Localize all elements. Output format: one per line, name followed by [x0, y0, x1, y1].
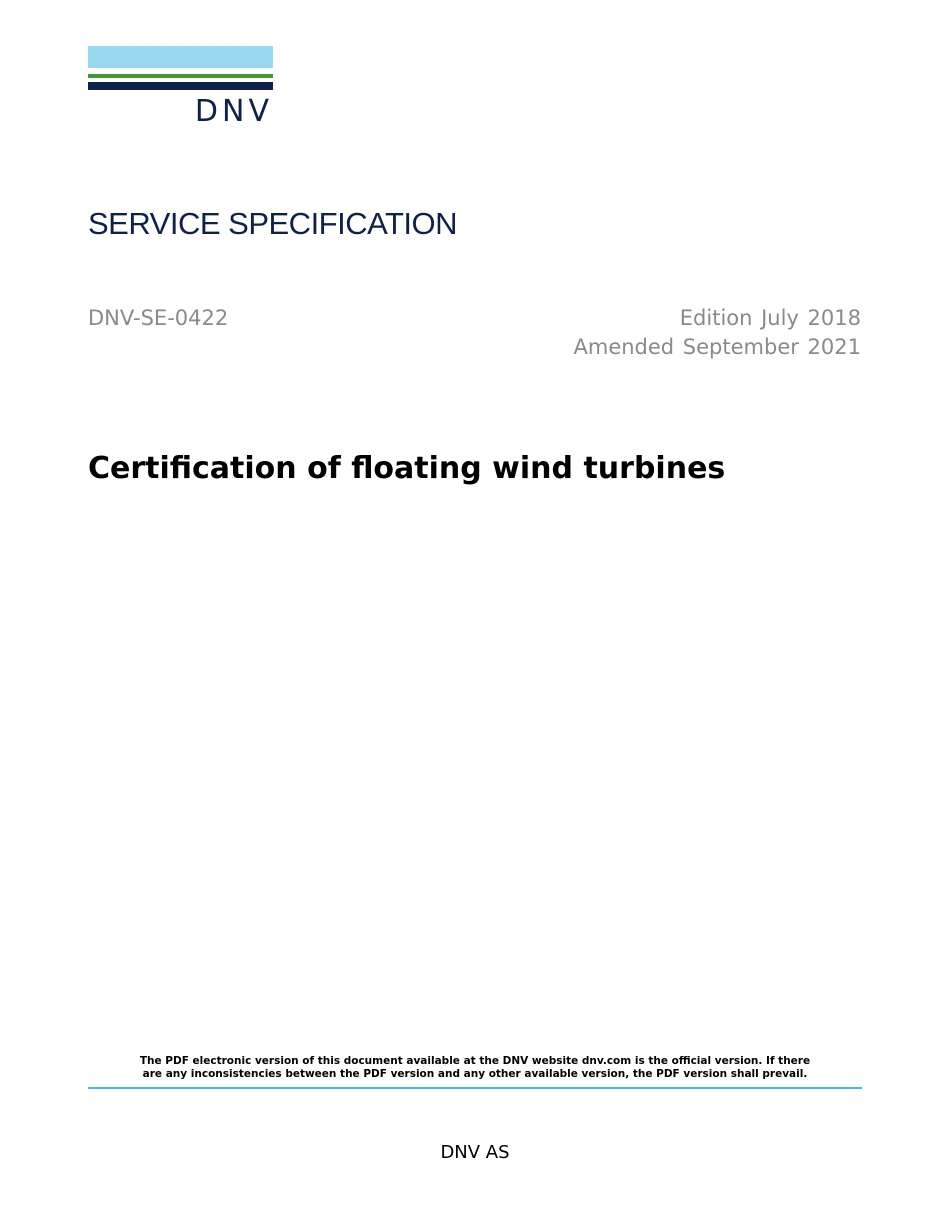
logo-navy-bar	[88, 82, 273, 90]
logo-green-bar	[88, 74, 273, 78]
logo-wordmark: DNV	[194, 94, 273, 129]
logo-light-blue-bar	[88, 46, 273, 68]
document-number: DNV-SE-0422	[88, 306, 229, 330]
amended-date: Amended September 2021	[573, 335, 861, 359]
pdf-disclaimer	[88, 1055, 862, 1081]
document-title: Certification of floating wind turbines	[88, 451, 726, 486]
publisher-name: DNV AS	[440, 1142, 510, 1163]
dnv-logo	[88, 46, 273, 128]
disclaimer-line-1: The PDF electronic version of this document available at the DNV website dnv.com is the official version. If there	[139, 1055, 811, 1067]
disclaimer-line-2: are any inconsistencies between the PDF version and any other available version, the PDF version shall prevail.	[142, 1068, 808, 1080]
edition-date: Edition July 2018	[679, 306, 861, 330]
footer-divider	[88, 1087, 862, 1089]
document-type: SERVICE SPECIFICATION	[88, 206, 458, 241]
edition-info	[574, 304, 862, 362]
